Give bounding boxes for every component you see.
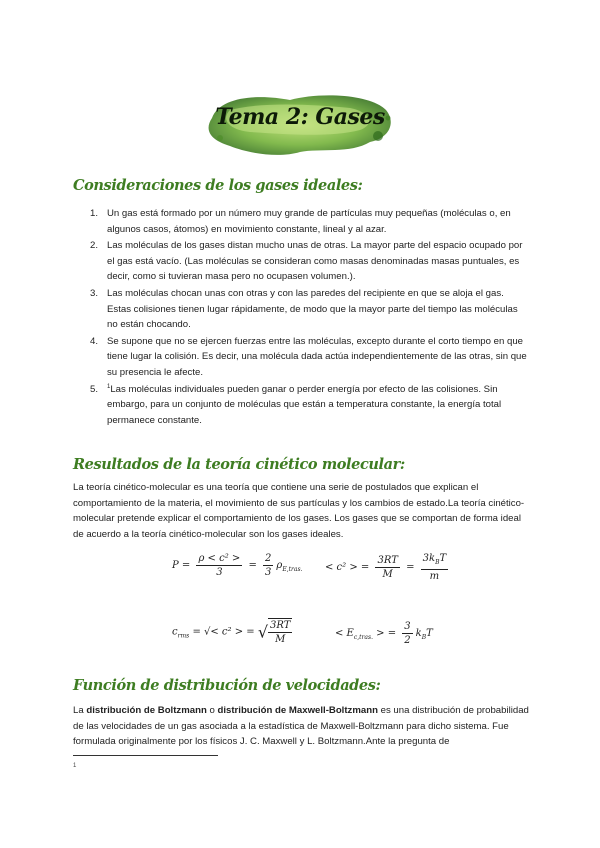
list-item: 4. Se supone que no se ejercen fuerzas entre las moléculas, excepto durante el corto tiempo en que tiene lugar la colisión. Es decir, una molécula dada actúa independientemente de las otras, sin que su presencia le afecte. <box>90 335 527 378</box>
section-heading-kinetic-theory: Resultados de la teoría cinético molecular: <box>73 456 405 473</box>
section-heading-velocity-distribution: Función de distribución de velocidades: <box>73 677 381 694</box>
kinetic-theory-paragraph: La teoría cinético-molecular es una teoría que contiene una serie de postulados que explican el comportamiento de la materia, el movimiento de sus partículas y los cambios de estado.La teoría cinético-molecular pretende explicar el comportamiento de los gases. Los gases que se comportan de forma ideal de acuerdo a la teoría cinético-molecular son los gases ideales. <box>73 482 525 540</box>
title-banner <box>200 88 400 160</box>
footnote-divider <box>73 755 218 756</box>
section-heading-ideal-gases: Consideraciones de los gases ideales: <box>73 177 363 194</box>
list-item: 3. Las moléculas chocan unas con otras y con las paredes del recipiente en que se aloja el gas. Estas colisiones tienen lugar rápidamente, de modo que la mayor parte del tiempo las moléculas no están chocando. <box>90 287 518 331</box>
list-item: 2. Las moléculas de los gases distan mucho unas de otras. La mayor parte del espacio ocupado por el gas está vacío. (Las moléculas se consideran como masas denominadas masas puntuales, es decir, como si tuvieran masa pero no ocupasen volumen.). <box>90 240 523 283</box>
list-item: 1. Un gas está formado por un número muy grande de partículas muy pequeñas (moléculas o, en algunos casos, átomos) en movimiento constante, lineal y al azar. <box>90 208 511 235</box>
footnote: 1 <box>73 763 77 769</box>
rms-speed-formula: $c_{rms}$ = √< c² > = √ $\frac{3RT}{M}$ <box>172 620 291 645</box>
page-title: Tema 2: Gases <box>215 104 385 130</box>
kinetic-energy-formula: < $E_{c,tras.}$ > = $\frac{3}{2}$ $k_BT$ <box>335 621 433 646</box>
distribution-paragraph: La distribución de Boltzmann o distribución de Maxwell-Boltzmann es una distribución de probabilidad de las velocidades de un gas asociada a la estadística de Maxwell-Boltzmann para dicho sistema. Fue formulada originalmente por los físicos J. C. Maxwell y L. Boltzmann.Ante la pregunta de <box>73 705 529 748</box>
mean-square-speed-formula: < c² > = $\frac{3RT}{M}$ = $\frac{3k_BT}{m}$ <box>325 553 447 582</box>
ideal-gas-list <box>90 206 530 429</box>
pressure-formula: P = $\frac{\text{ρ < c² >}}{3}$ = $\frac{2}{3}$ $\rho_{E,tras.}$ <box>172 553 303 578</box>
footnote-marker[interactable]: 1 <box>107 383 111 390</box>
list-item: 5. $^1$Las moléculas individuales pueden ganar o perder energía por efecto de las colisiones. Sin embargo, para un conjunto de moléculas que están a temperatura constante, la energía total permanece constante. <box>90 383 502 426</box>
